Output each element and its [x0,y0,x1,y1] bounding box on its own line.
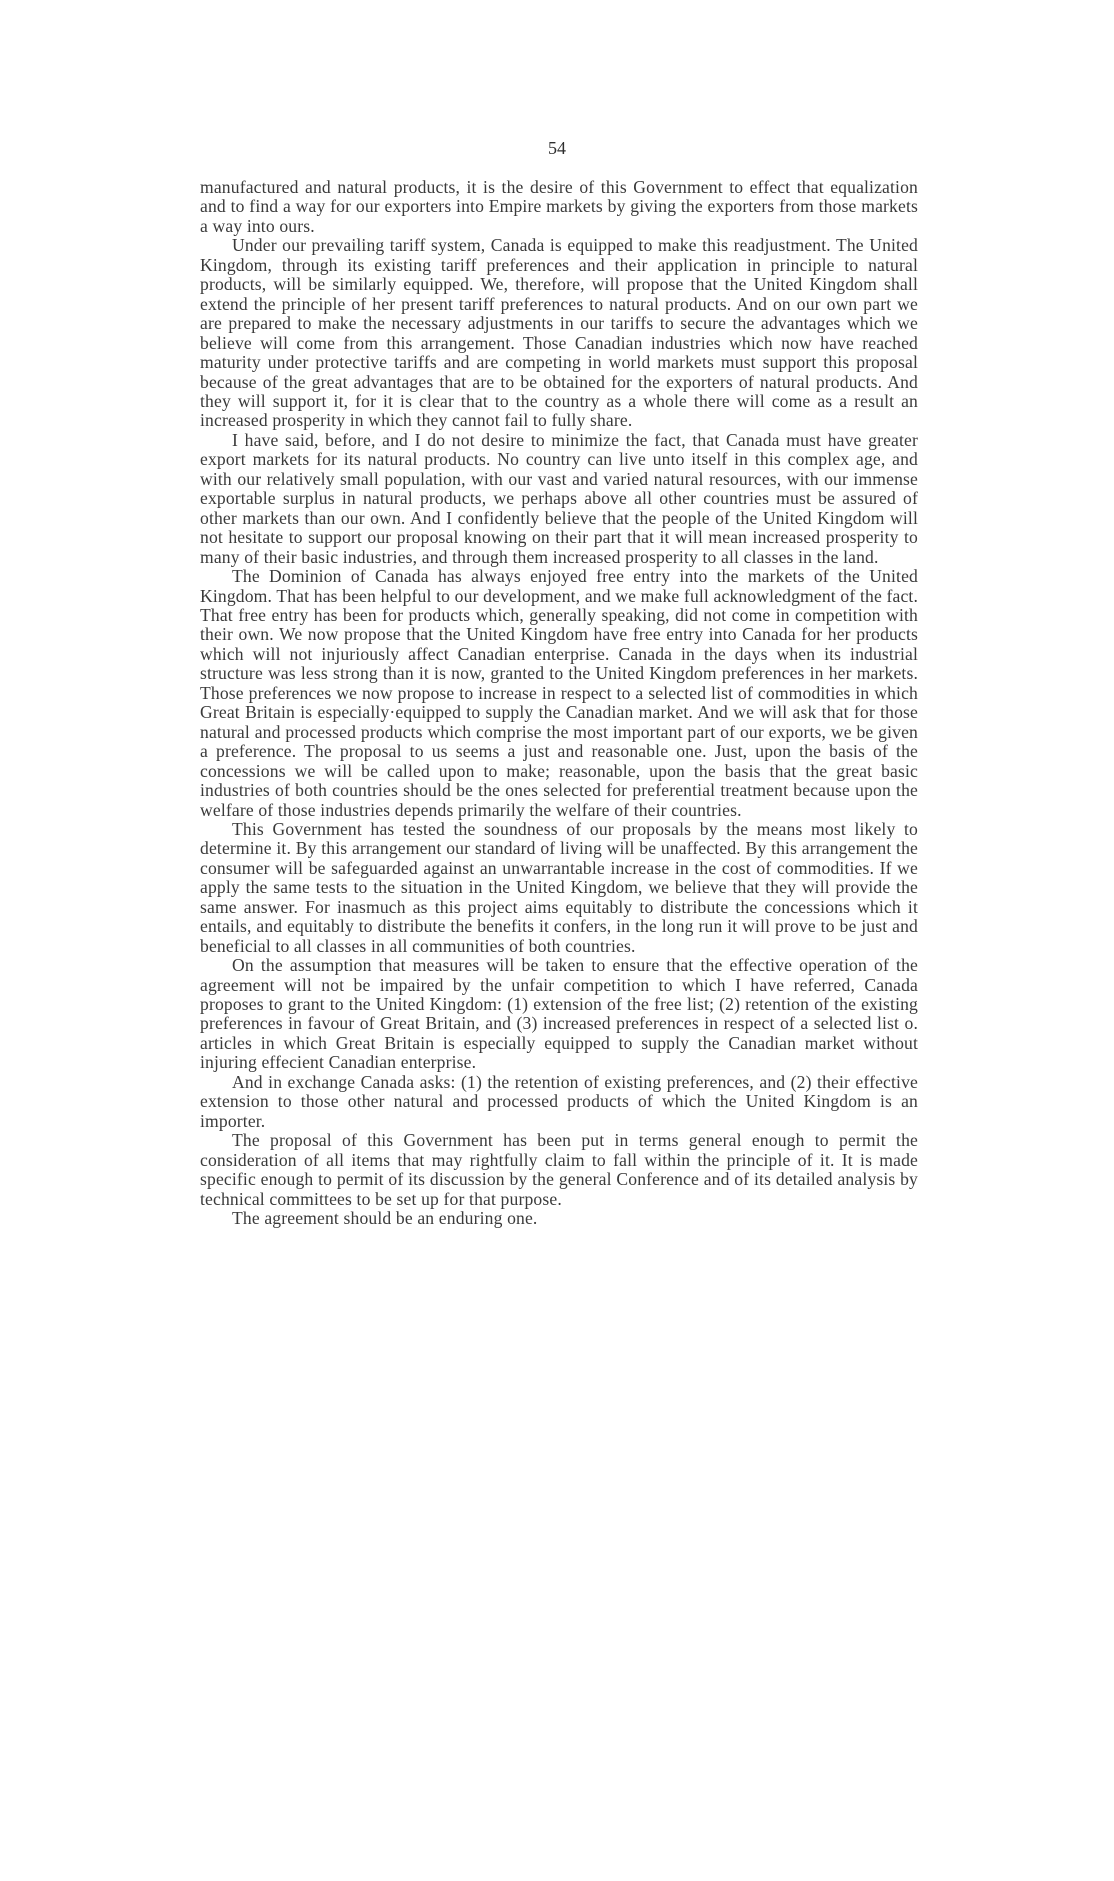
paragraph-terms: The proposal of this Government has been put in terms general enough to permit the consideration of all items that may rightfully claim to fall within the principle of it. It is made specific enough to permit of its discussion by the general Conference and of its detailed analysis by technical committees to be set up for that purpose. [200,1130,918,1209]
paragraph-enduring: The agreement should be an enduring one. [232,1208,538,1229]
paragraph-export-markets: I have said, before, and I do not desire to minimize the fact, that Canada must have greater export markets for its natural products. No country can live unto itself in this complex age, and with our relatively small population, with our vast and varied natural resources, with our immense exportable surplus in natural products, we perhaps above all other countries must be assured of other markets than our own. And I confidently believe that the people of the United Kingdom will not hesitate to support our proposal knowing on their part that it will mean increased prosperity to many of their basic industries, and through them increased prosperity to all classes in the land. [200,429,918,567]
paragraph-readjustment: Under our prevailing tariff system, Canada is equipped to make this readjustment. The United Kingdom, through its existing tariff preferences and their application in principle to natural products, will be similarly equipped. We, therefore, will propose that the United Kingdom shall extend the principle of her present tariff preferences to natural products. And on our own part we are prepared to make the necessary adjustments in our tariffs to secure the advantages which we believe will come from this arrangement. Those Canadian industries which now have reached maturity under protective tariffs and are competing in world markets must support this proposal because of the great advantages that are to be obtained for the exporters of natural products. And they will support it, for it is clear that to the country as a whole there will come as a result an increased prosperity in which they cannot fail to fully share. [200,235,918,431]
page-number: 54 [548,138,566,158]
paragraph-continuation: manufactured and natural products, it is the desire of this Government to effect that equalization and to find a way for our exporters into Empire markets by giving the exporters from those markets a way into ours. [200,177,918,236]
paragraph-proposals-grant: On the assumption that measures will be taken to ensure that the effective operation of the agreement will not be impaired by the unfair competition to which I have referred, Canada proposes to grant to the United Kingdom: (1) extension of the free list; (2) retention of the existing preferences in favour of Great Britain, and (3) increased preferences in respect of a selected list o. articles in which Great Britain is especially equipped to supply the Canadian market without injuring effecient Canadian enterprise. [200,955,918,1073]
paragraph-exchange: And in exchange Canada asks: (1) the retention of existing preferences, and (2) their effective extension to those other natural and processed products of which the United Kingdom is an importer. [200,1071,918,1131]
paragraph-free-entry: The Dominion of Canada has always enjoyed free entry into the markets of the United Kingdom. That has been helpful to our development, and we make full acknowledgment of the fact. That free entry has been for products which, generally speaking, did not come in competition with their own. We now propose that the United Kingdom have free entry into Canada for her products which will not injuriously affect Canadian enterprise. Canada in the days when its industrial structure was less strong than it is now, granted to the United Kingdom preferences in her markets. Those preferences we now propose to increase in respect to a selected list of commodities in which Great Britain is especially·equipped to supply the Canadian market. And we will ask that for those natural and processed products which comprise the most important part of our exports, we be given a preference. The proposal to us seems a just and reasonable one. Just, upon the basis of the concessions we will be called upon to make; reasonable, upon the basis that the great basic industries of both countries should be the ones selected for preferential treatment because upon the welfare of those industries depends primarily the welfare of their countries. [200,566,918,820]
body-text [200,178,918,1228]
paragraph-soundness: This Government has tested the soundness of our proposals by the means most likely to determine it. By this arrangement our standard of living will be unaffected. By this arrangement the consumer will be safeguarded against an unwarrantable increase in the cost of commodities. If we apply the same tests to the situation in the United Kingdom, we believe that they will provide the same answer. For inasmuch as this project aims equitably to distribute the concessions which it entails, and equitably to distribute the benefits it confers, in the long run it will prove to be just and beneficial to all classes in all communities of both countries. [200,818,918,956]
